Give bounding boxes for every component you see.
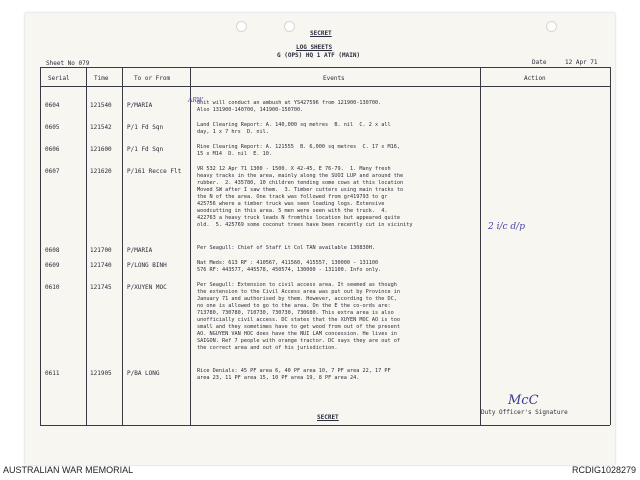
classification-bottom: SECRET [317,414,339,421]
punch-hole [284,21,295,32]
row-event-line: VR 532 12 Apr 71 1300 - 1500. X 42-45, E 76-79. 1. Many fresh [197,166,391,172]
row-to-from: P/BA LONG [127,370,160,377]
row-event-line: heavy tracks in the area, mainly along the SUOI LUP and around the [197,173,404,179]
header-bottom-border [40,86,610,87]
row-event-line: 425756 where a timber truck was seen loading logs. Extensive [197,201,385,207]
table-top-border [40,67,610,68]
row-event-line: 576 RF: 443577, 445578, 450574, 130000 - 131100. Info only. [197,267,382,273]
row-to-from: P/161 Recce Flt [127,168,182,175]
row-serial: 0604 [45,102,60,109]
row-serial: 0608 [45,247,60,254]
row-time: 121745 [90,284,112,291]
row-to-from: P/MARIA [127,102,153,109]
signature-label: Duty Officer's Signature [481,409,568,416]
row-event-line: Rine Clearing Report: A. 121555 B. 6,000 sq metres C. 17 x M16, [197,144,401,150]
document-subtitle: G (OPS) HQ 1 ATF (MAIN) [277,52,361,59]
column-header-serial: Serial [48,75,70,82]
column-divider [40,67,41,425]
row-to-from: P/MARIA [127,247,153,254]
row-time: 121905 [90,370,112,377]
row-event-line: the correct area and out of his jurisdiction. [197,345,338,351]
row-to-from: P/1 Fd Sqn [127,124,164,131]
column-header-time: Time [94,75,109,82]
row-event-line: Also 131900-140700, 141900-150700. [197,107,304,113]
archive-credit: AUSTRALIAN WAR MEMORIAL [3,465,134,475]
row-event-line: small and they sometimes have to get wood from out of the present [197,324,401,330]
punch-hole [546,21,557,32]
column-divider [610,67,611,425]
row-serial: 0609 [45,262,60,269]
table-bottom-border [40,425,610,426]
row-event-line: area 23, 11 PF area 15, 10 PF area 19, 8 PF area 24. [197,375,360,381]
row-event-line: January 71 and authorised by them. However, according to the DC, [197,296,397,302]
handwritten-action-note: 2 i/c d/p [488,222,525,232]
row-time: 121600 [90,146,112,153]
column-divider [86,67,87,425]
row-time: 121740 [90,262,112,269]
row-to-from: P/LONG BINH [127,262,167,269]
sheet-number: Sheet No 079 [46,60,90,67]
row-event-line: Moved SW after I saw them. 3. Timber cutters using main tracks to [197,187,404,193]
row-time: 121700 [90,247,112,254]
classification-top: SECRET [310,30,332,37]
column-divider [122,67,123,425]
row-event-line: the extension to the Civil Access area was put out by Province in [197,289,401,295]
row-event-line: unofficially civil access. DC states that the XUYEN MOC AO is too [197,317,401,323]
column-header-events: Events [323,75,345,82]
handwritten-initials: ARW [188,97,203,104]
row-serial: 0607 [45,168,60,175]
row-event-line: 15 x M14 D. nil E. 10. [197,151,272,157]
punch-hole [236,21,247,32]
row-event-line: day, 1 x 7 hrs D. nil. [197,129,269,135]
row-event-line: no one is allowed to go to the area. On the E the co-ords are: [197,303,391,309]
row-event-line: old. 5. 425769 some coconut trees have been recently cut in vicinity [197,222,413,228]
row-event-line: rubber. 2. 435780, 10 children tending some cows at this location [197,180,404,186]
row-event-line: Unit will conduct an ambush at YS427596 from 121900-130700. [197,100,382,106]
document-title: LOG SHEETS [296,44,333,51]
column-header-to-or-from: To or From [134,75,171,82]
row-to-from: P/XUYEN MOC [127,284,167,291]
duty-officer-signature: McC [508,393,539,408]
row-event-line: AO. NGUYEN VAN HOC does have the NUI LAM concession. He lives in [197,331,397,337]
row-time: 121542 [90,124,112,131]
row-event-line: Rice Denials: 45 PF area 6, 40 PF area 10, 7 PF area 22, 17 PF [197,368,391,374]
row-event-line: Nat Meds: 613 RF : 410567, 411560, 415557, 130000 - 131100 [197,260,379,266]
row-event-line: 422763 a heavy truck leads N fromthis location but appeared quite [197,215,401,221]
row-serial: 0611 [45,370,60,377]
date-value: 12 Apr 71 [565,59,598,66]
row-serial: 0610 [45,284,60,291]
row-event-line: SAIGON. Ref 7 people with orange tractor. DC says they are out of [197,338,401,344]
archive-reference: RCDIG1028279 [571,465,636,475]
row-event-line: woodcutting in this area. 5 men were seen with the truck. 4. [197,208,388,214]
row-time: 121620 [90,168,112,175]
row-event-line: the N of the area. One track was followed from gr419793 to gr [197,194,388,200]
row-to-from: P/1 Fd Sqn [127,146,164,153]
row-serial: 0606 [45,146,60,153]
column-divider [480,67,481,425]
date-label: Date [532,59,547,66]
row-event-line: Land Clearing Report: A. 140,000 sq metres B. nil C. 2 x all [197,122,391,128]
column-header-action: Action [524,75,546,82]
row-time: 121540 [90,102,112,109]
column-divider [190,67,191,425]
row-event-line: Per Seagull: Chief of Staff Lt Col TAN available 130830H. [197,245,376,251]
row-event-line: Per Seagull: Extension to civil access area. It seemed as though [197,282,397,288]
row-serial: 0605 [45,124,60,131]
row-event-line: 713780, 730780, 710730, 730730, 730680. This extra area is also [197,310,394,316]
